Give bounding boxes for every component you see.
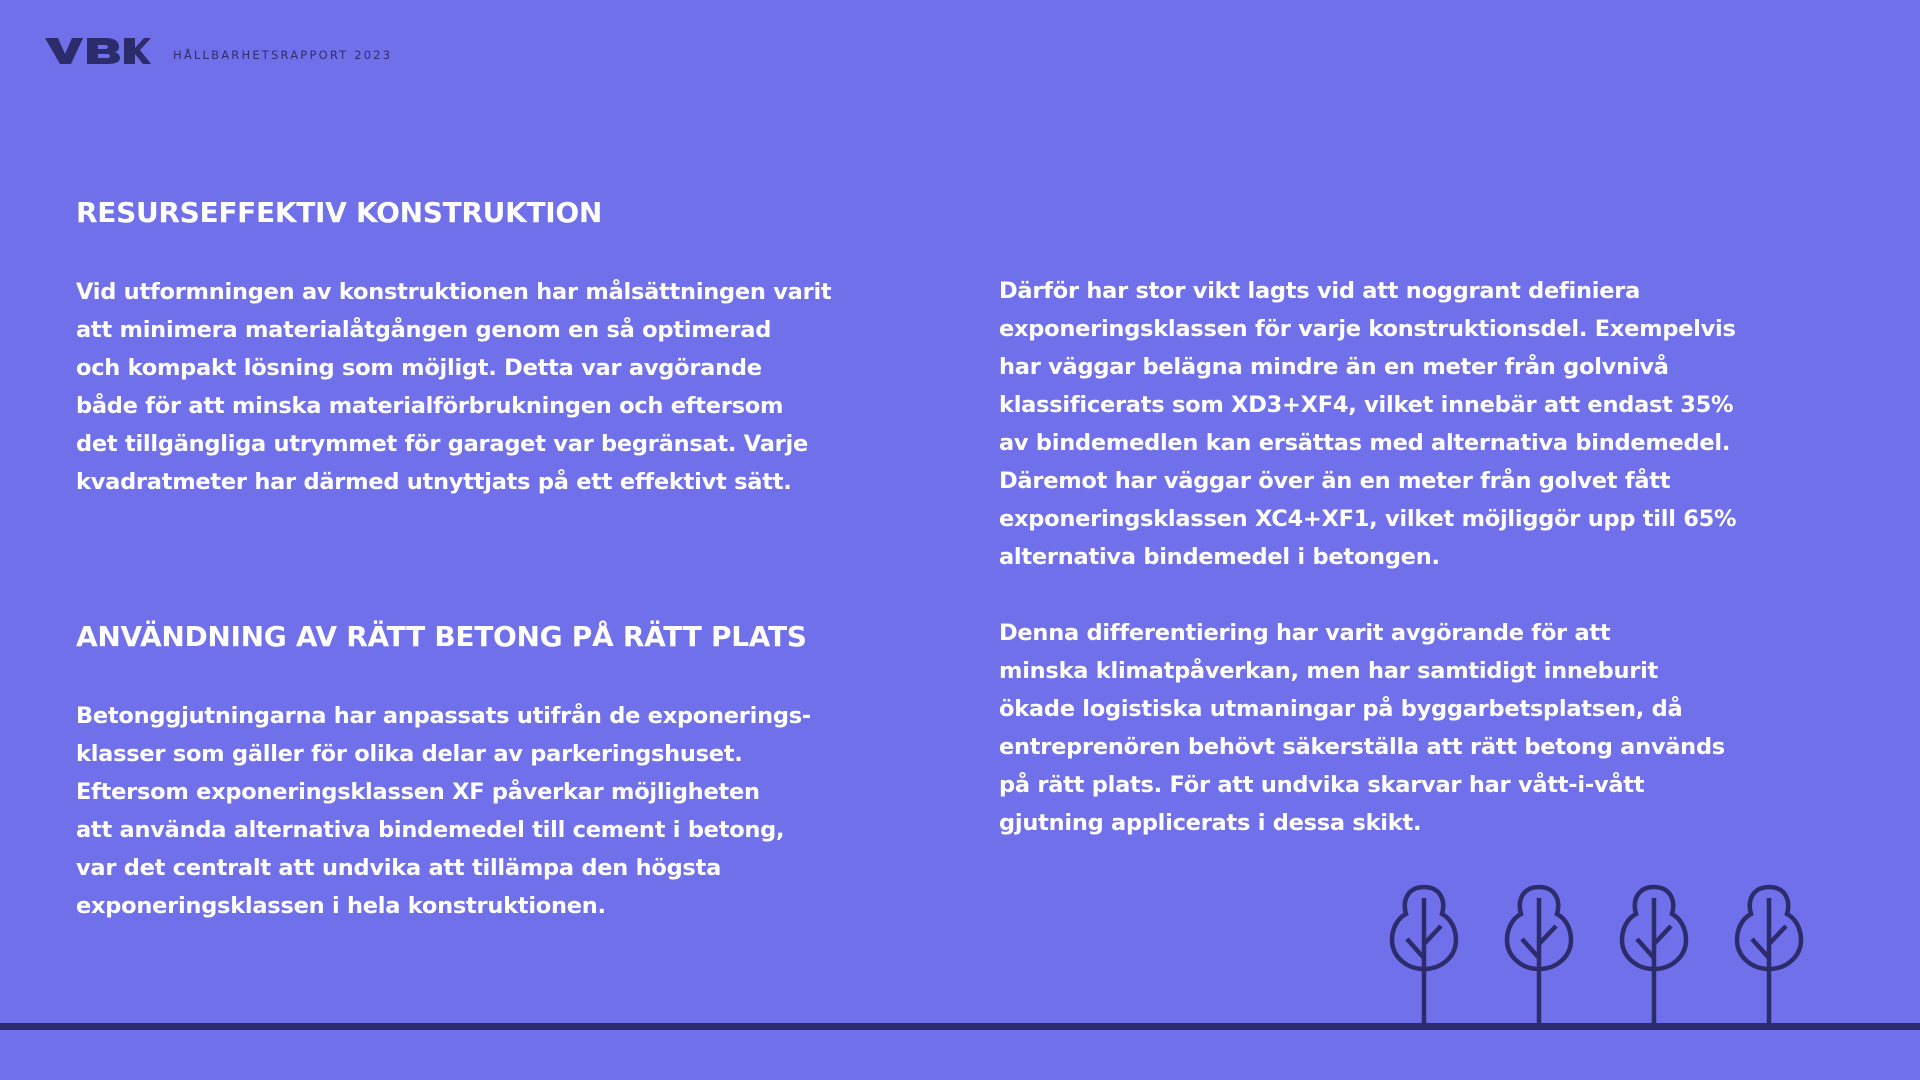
section-body-resource-efficient: Vid utformningen av konstruktionen har målsättningen varit att minimera materialåtgången genom en så optimerad och kompakt lösning som möjligt. Detta var avgörande både för att minska materialförbrukningen och eftersom det tillgängliga utrymmet för garaget var begränsat. Varje kvadratmeter har därmed utnyttjats på ett effektivt sätt. [76, 279, 832, 495]
section-body-right-concrete: Betonggjutningarna har anpassats utifrån de exponerings- klasser som gäller för olika delar av parkeringshuset. Eftersom exponeringsklassen XF påverkar möjligheten att använda alternativa bindemedel till cement i betong, var det centralt att undvika att tillämpa den högsta exponeringsklassen i hela konstruktionen. [76, 703, 811, 919]
tree-icon [1507, 887, 1571, 1025]
ground-line [0, 1023, 1920, 1030]
right-paragraph-2: Denna differentiering har varit avgörande för att minska klimatpåverkan, men har samtidigt inneburit ökade logistiska utmaningar på byggarbetsplatsen, då entreprenören behövt säkerställa att rätt betong används på rätt plats. För att undvika skarvar har vått-i-vått gjutning applicerats i dessa skikt. [999, 620, 1725, 836]
tree-icon [1622, 887, 1686, 1025]
report-title: HÅLLBARHETSRAPPORT 2023 [173, 48, 393, 62]
section-heading-right-concrete: ANVÄNDNING AV RÄTT BETONG PÅ RÄTT PLATS [76, 620, 807, 653]
section-heading-resource-efficient: RESURSEFFEKTIV KONSTRUKTION [76, 196, 603, 229]
page-header [45, 36, 392, 66]
right-paragraph-1: Därför har stor vikt lagts vid att noggrant definiera exponeringsklassen för varje konstruktionsdel. Exempelvis har väggar belägna mindre än en meter från golvnivå klassificerats som XD3+XF4, vilket innebär att endast 35% av bindemedlen kan ersättas med alternativa bindemedel. Däremot har väggar över än en meter från golvet fått exponeringsklassen XC4+XF1, vilket möjliggör upp till 65% alternativa bindemedel i betongen. [999, 278, 1737, 570]
tree-icon [1392, 887, 1456, 1025]
trees-illustration [1380, 880, 1820, 1025]
vbk-logo [45, 36, 151, 66]
tree-icon [1737, 887, 1801, 1025]
